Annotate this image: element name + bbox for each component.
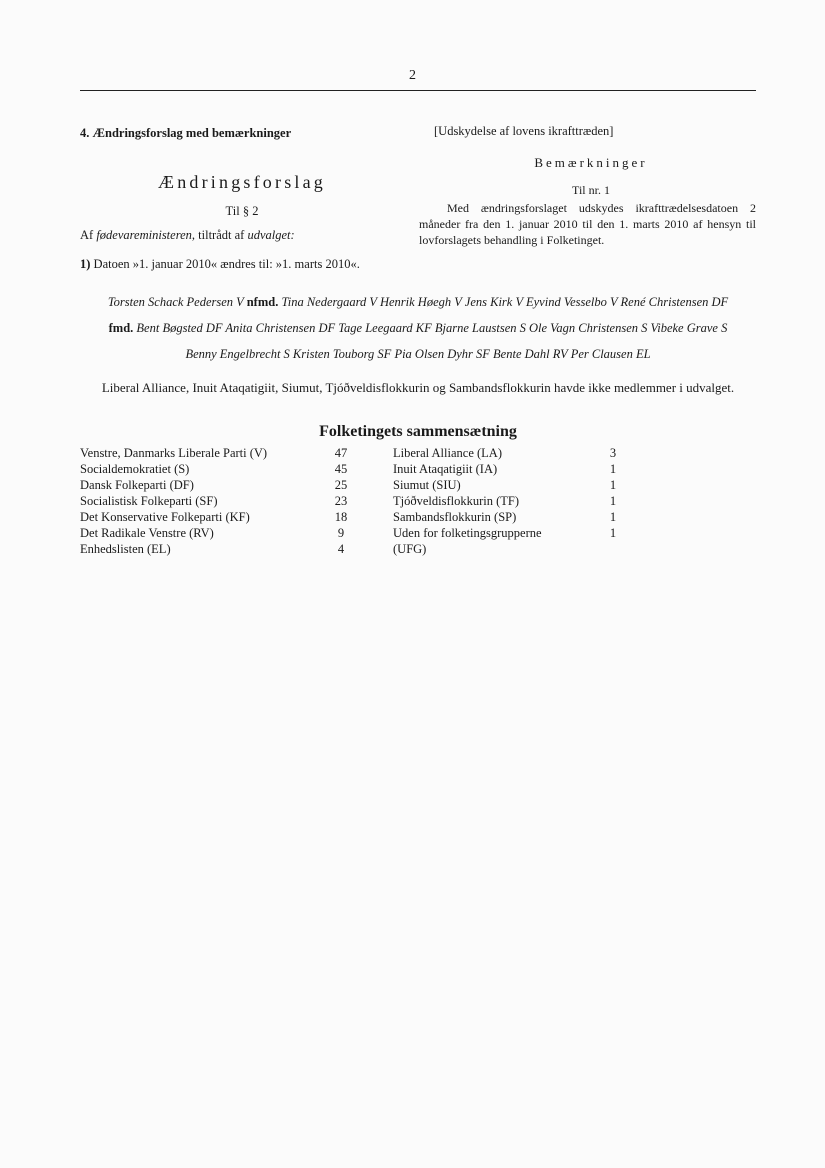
party-seats: 3	[609, 446, 617, 460]
right-party-seats	[598, 445, 628, 557]
party-seats	[598, 541, 628, 557]
party-name: Venstre, Danmarks Liberale Parti (V)	[80, 446, 268, 460]
remarks-ref: Til nr. 1	[572, 183, 610, 197]
party-seats: 1	[609, 494, 617, 508]
author-name: fødevareministeren,	[96, 228, 196, 242]
party-name: Sambandsflokkurin (SP)	[393, 510, 517, 524]
members-line-3: Benny Engelbrecht S Kristen Touborg SF Pia Olsen Dyhr SF Bente Dahl RV Per Clausen EL	[185, 347, 651, 361]
party-name: (UFG)	[393, 542, 427, 556]
party-seats: 1	[609, 510, 617, 524]
amendment-number: 1)	[80, 257, 91, 271]
members-line-1-a: Torsten Schack Pedersen V	[107, 295, 247, 309]
party-name: Det Radikale Venstre (RV)	[80, 526, 214, 540]
amendments-heading: Ændringsforslag	[158, 172, 326, 192]
header-rule	[80, 90, 756, 91]
author-prefix: Af	[80, 228, 97, 242]
party-seats: 45	[334, 462, 348, 476]
author-by: udvalget:	[247, 228, 295, 242]
amendment-text: Datoen »1. januar 2010« ændres til: »1. marts 2010«.	[90, 257, 360, 271]
amendments-section-ref: Til § 2	[225, 204, 259, 218]
party-name: Inuit Ataqatigiit (IA)	[393, 462, 498, 476]
members-line-1-c: Tina Nedergaard V Henrik Høegh V Jens Kirk V Eyvind Vesselbo V René Christensen DF	[278, 295, 729, 309]
remarks-paragraph: Med ændringsforslaget udskydes ikrafttrædelsesdatoen 2 måneder fra den 1. januar 2010 til den 1. marts 2010 af hensyn til lovforslagets behandling i Folketinget.	[419, 201, 756, 247]
amendment-author	[80, 228, 295, 243]
party-name: Dansk Folkeparti (DF)	[80, 478, 194, 492]
right-party-names	[393, 445, 542, 557]
section-heading: 4. Ændringsforslag med bemærkninger	[80, 126, 292, 140]
party-name: Socialdemokratiet (S)	[80, 462, 190, 476]
party-seats: 23	[334, 494, 348, 508]
party-seats: 25	[334, 478, 348, 492]
bracket-note: [Udskydelse af lovens ikrafttræden]	[434, 124, 614, 138]
party-name: Enhedslisten (EL)	[80, 542, 171, 556]
party-seats: 1	[609, 526, 617, 540]
author-mid: tiltrådt af	[195, 228, 248, 242]
composition-title: Folketingets sammensætning	[319, 423, 517, 440]
chair-label: fmd.	[108, 321, 134, 335]
party-seats: 18	[334, 510, 348, 524]
committee-note: Liberal Alliance, Inuit Ataqatigiit, Siumut, Tjóðveldisflokkurin og Sambandsflokkurin havde ikke medlemmer i udvalget.	[101, 380, 735, 395]
party-name: Det Konservative Folkeparti (KF)	[80, 510, 250, 524]
party-seats: 47	[334, 446, 348, 460]
left-party-seats	[326, 445, 356, 557]
party-seats: 1	[609, 478, 617, 492]
party-seats: 1	[609, 462, 617, 476]
left-party-names	[80, 445, 267, 557]
remarks-heading: Bemærkninger	[534, 155, 648, 170]
page-number: 2	[409, 68, 416, 83]
party-name: Socialistisk Folkeparti (SF)	[80, 494, 218, 508]
members-line-2-b: Bent Bøgsted DF Anita Christensen DF Tage Leegaard KF Bjarne Laustsen S Ole Vagn Christensen S Vibeke Grave S	[133, 321, 728, 335]
members-line-2	[80, 321, 756, 336]
party-name: Siumut (SIU)	[393, 478, 461, 492]
party-seats: 4	[337, 542, 345, 556]
vice-chair-label: nfmd.	[246, 295, 279, 309]
party-seats: 9	[337, 526, 345, 540]
amendment-1	[80, 257, 360, 272]
party-name: Tjóðveldisflokkurin (TF)	[393, 494, 520, 508]
party-name: Uden for folketingsgrupperne	[393, 526, 542, 540]
party-name: Liberal Alliance (LA)	[393, 446, 502, 460]
members-line-1	[80, 295, 756, 310]
remarks-body	[419, 200, 756, 248]
